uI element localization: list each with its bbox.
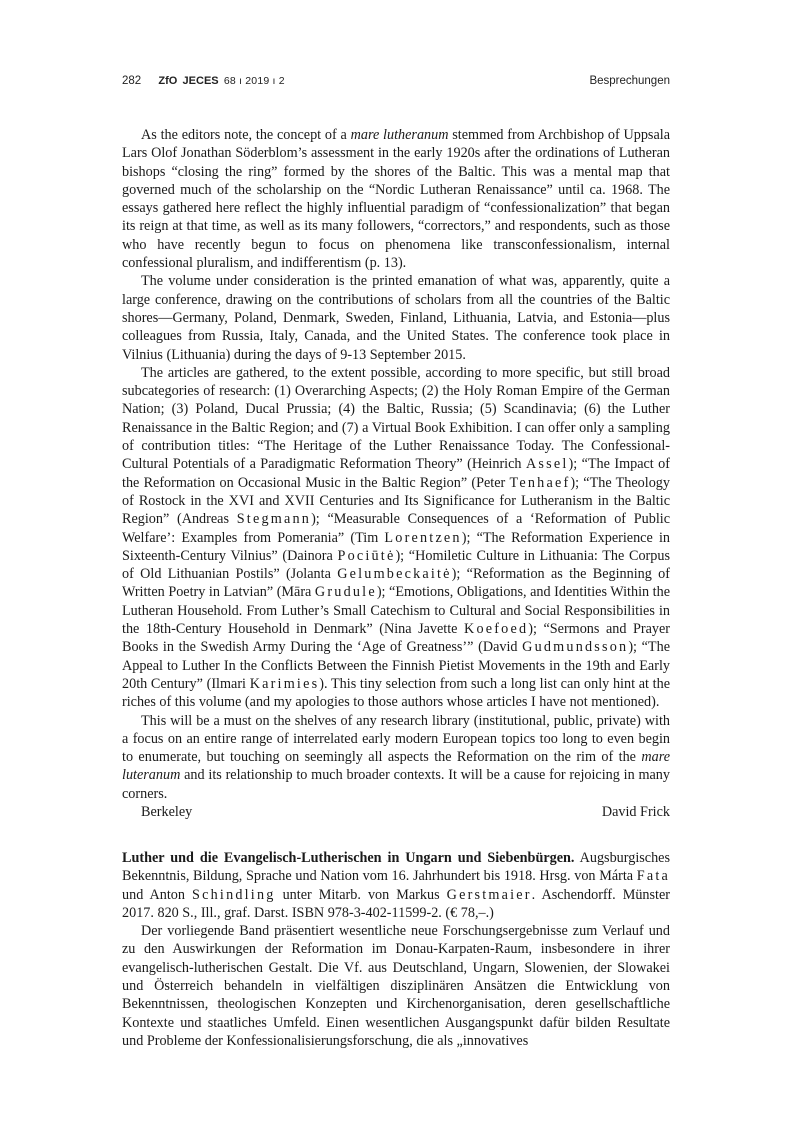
italic-term: mare luteranum xyxy=(122,749,670,784)
journal-abbreviation: ZfO xyxy=(158,75,178,87)
author-name: Tenhaef xyxy=(509,474,571,491)
author-name: Gudmundsson xyxy=(522,639,629,656)
author-name: Koefoed xyxy=(464,621,529,638)
signature-place: Berkeley xyxy=(141,803,193,820)
author-name: Pociūtė xyxy=(337,547,396,564)
signature-author: David Frick xyxy=(601,803,670,820)
paragraph: As the editors note, the concept of a mare lutheranum stemmed from Archbishop of Uppsala Lars Olof Jonathan Söderblom’s assessment in the early 1920s after the ordinations of Lutheran bishops “closing the ring” formed by the shores of the Baltic. This was a mental map that governed much of the scholarship on the “Nordic Lutheran Renaissance” until ca. 1968. The essays gathered here reflect the highly influential paradigm of “confessionalization” that began its reign at that time, as well as its many followers, “correctors,” and respondents, such as those who have recently begun to focus on phenomena like transconfessionalism, internal confessional pluralism, and indifferentism (p. 13). xyxy=(122,127,670,272)
review-luther-ungarn xyxy=(122,849,670,1050)
paragraph: Der vorliegende Band präsentiert wesentliche neue Forschungsergebnisse zum Verlauf und zu den Auswirkungen der Reformation im Donau-Karpaten-Raum, insbesondere in ihrer evangelisch-lutherischen Gestalt. Die Vf. aus Deutschland, Ungarn, Slowenien, der Slowakei und Österreich behandeln in vielfältigen disziplinären Ansätzen die Entwicklung von Bekenntnissen, theologischen Konzepten und Kirchenorganisation, deren gesellschaftliche Kontexte und staatliches Umfeld. Einen wesentlichen Ausgangspunkt dafür bilden Resultate und Probleme der Konfessionalisierungsforschung, die als „innovatives xyxy=(122,923,670,1049)
author-name: Assel xyxy=(525,456,569,473)
journal-subtitle: JECES xyxy=(182,75,219,87)
editor-name: Gerstmaier xyxy=(446,886,532,903)
section-name: Besprechungen xyxy=(589,75,670,87)
volume-issue: 68 ı 2019 ı 2 xyxy=(223,75,285,87)
author-name: Karimies xyxy=(249,675,320,692)
author-name: Stegmann xyxy=(236,511,312,528)
page-number: 282 xyxy=(122,75,142,87)
book-title: Luther und die Evangelisch-Lutherischen in Ungarn und Siebenbürgen. xyxy=(122,850,575,866)
author-name: Grudule xyxy=(314,584,377,601)
italic-term: mare lutheranum xyxy=(350,127,449,143)
editor-name: Fata xyxy=(636,868,670,885)
editor-name: Schindling xyxy=(192,886,276,903)
paragraph: The volume under consideration is the printed emanation of what was, apparently, quite a large conference, drawing on the contributions of scholars from all the countries of the Baltic shores—Germany, Poland, Denmark, Sweden, Finland, Lithuania, Latvia, and Estonia—plus colleagues from Russia, Italy, Canada, and the United States. The conference took place in Vilnius (Lithuania) during the days of 9-13 September 2015. xyxy=(122,273,670,363)
bibliographic-entry: Luther und die Evangelisch-Lutherischen in Ungarn und Siebenbürgen. Augsburgisches Bekenntnis, Bildung, Sprache und Nation vom 16. Jahrhundert bis 1918. Hrsg. von Márta Fata und Anton Schindling unter Mitarb. von Markus Gerstmaier. Aschendorff. Münster 2017. 820 S., Ill., graf. Darst. ISBN 978-3-402-11599-2. (€ 78,–.) xyxy=(122,850,671,921)
paragraph: This will be a must on the shelves of any research library (institutional, public, private) with a focus on an entire range of interrelated early modern European topics too long to even begin to enumerate, but touching on seemingly all aspects the Reformation on the rim of the mare luteranum and its relationship to much broader contexts. It will be a cause for rejoicing in many corners. xyxy=(122,712,670,802)
author-name: Lorentzen xyxy=(384,529,462,546)
paragraph: The articles are gathered, to the extent possible, according to more specific, but still broad subcategories of research: (1) Overarching Aspects; (2) the Holy Roman Empire of the German Nation; (3) Poland, Ducal Prussia; (4) the Baltic, Russia; (5) Scandinavia; (6) the Luther Renaissance in the Baltic Region; and (7) a Virtual Book Exhibition. I can offer only a sampling of contribution titles: “The Heritage of the Luther Renaissance Today. The Confessional-Cultural Potentials of a Paradigmatic Reformation Theory” (Heinrich Assel); “The Impact of the Reformation on Occasional Music in the Baltic Region” (Peter Tenhaef); “The Theology of Rostock in the XVI and XVII Centuries and Its Significance for Lutheranism in the Baltic Region” (Andreas Stegmann); “Measurable Consequences of a ‘Reformation of Public Welfare’: Examples from Pomerania” (Tim Lorentzen); “The Reformation Experience in Sixteenth-Century Vilnius” (Dainora Pociūtė); “Homiletic Culture in Lithuania: The Corpus of Old Lithuanian Postils” (Jolanta Gelumbeckaitė); “Reformation as the Beginning of Written Poetry in Latvian” (Māra Grudule); “Emotions, Obligations, and Identities Within the Lutheran Household. From Luther’s Small Catechism to Cultural and Social Responsibilities in the 18th-Century Household in Denmark” (Nina Javette Koefoed); “Sermons and Prayer Books in the Swedish Army During the ‘Age of Greatness’” (David Gudmundsson); “The Appeal to Luther In the Conflicts Between the Finnish Pietist Movements in the 19th and Early 20th Century” (Ilmari Karimies). This tiny selection from such a long list can only hint at the riches of this volume (and my apologies to those authors whose articles I have not mentioned). xyxy=(122,364,670,711)
header-left xyxy=(122,75,285,87)
running-header xyxy=(122,75,670,91)
review-frick xyxy=(122,126,670,821)
author-name: Gelumbeckaitė xyxy=(337,566,452,583)
signature-line xyxy=(122,803,670,821)
